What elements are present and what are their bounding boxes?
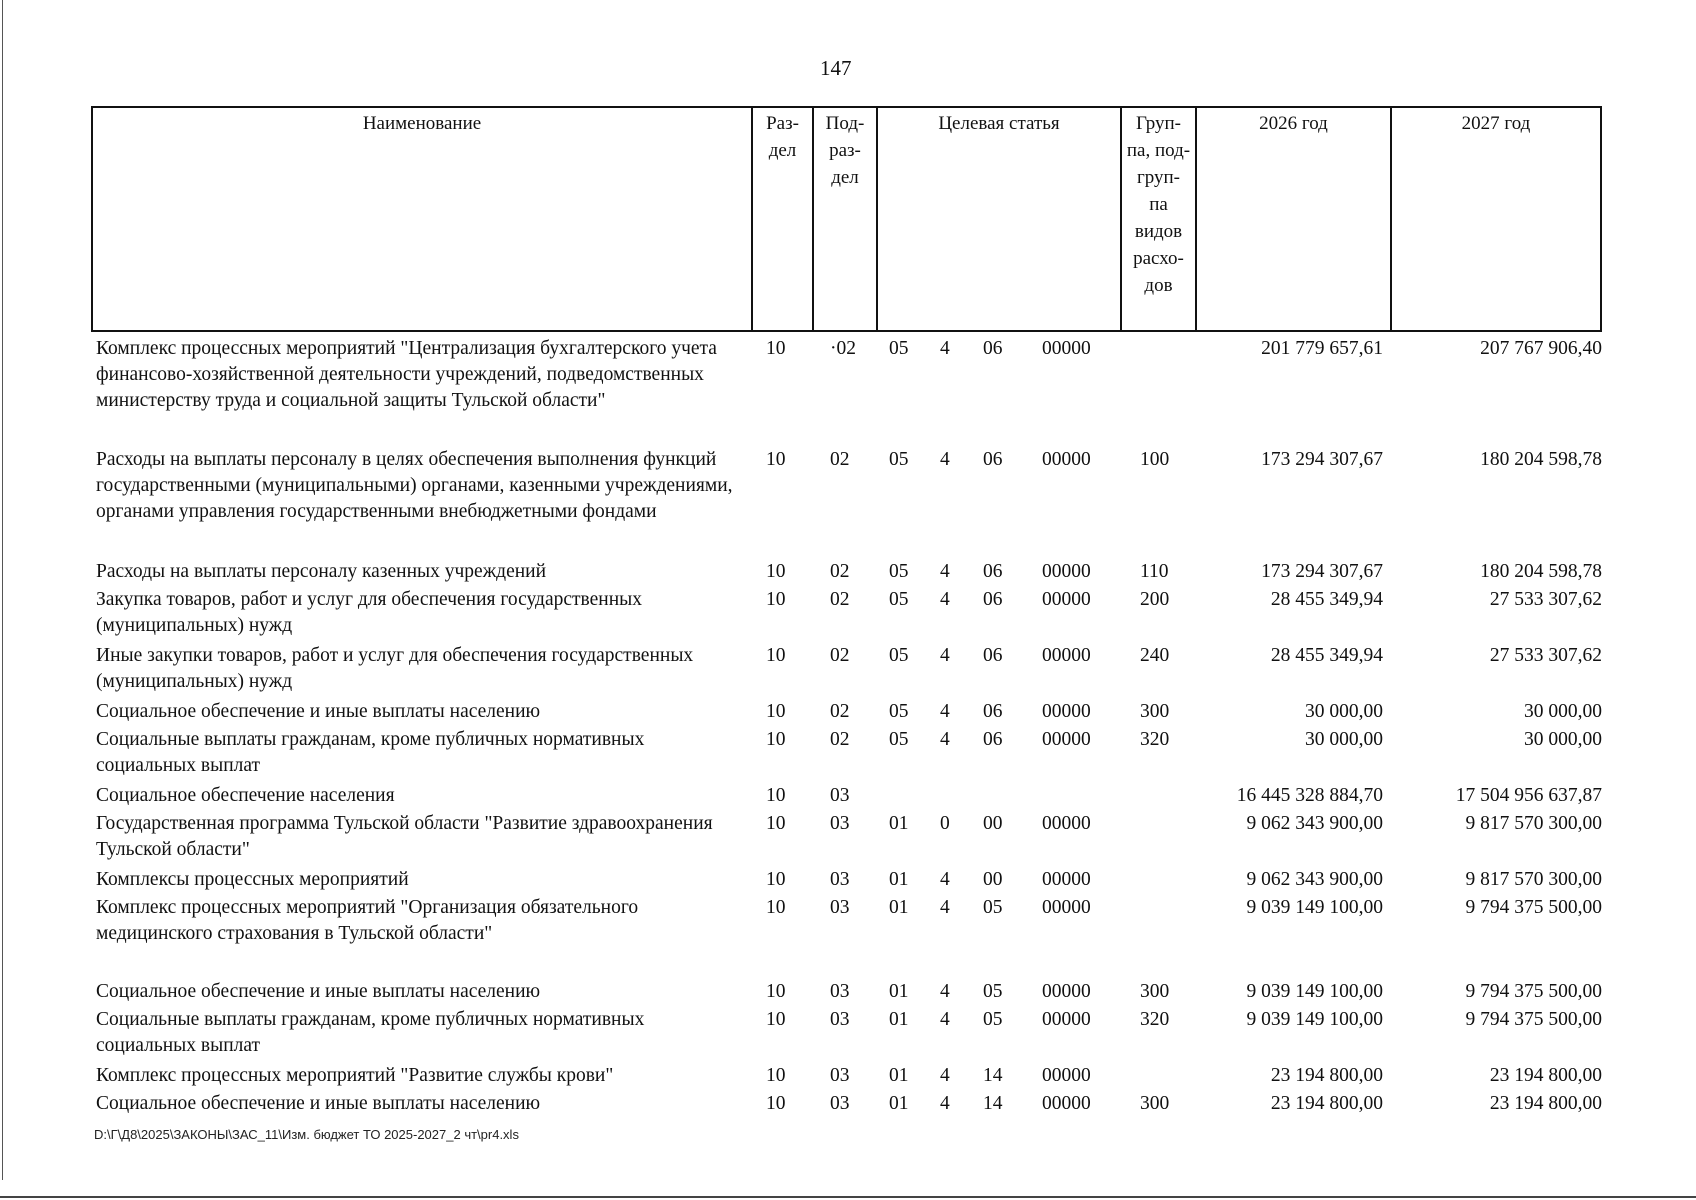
cell-t2: 0	[940, 813, 950, 834]
cell-name: Социальное обеспечение и иные выплаты населению	[96, 1093, 541, 1114]
cell-t3: 05	[983, 1009, 1003, 1030]
cell-vr: 300	[1140, 981, 1170, 1002]
cell-podrazdel: 02	[830, 589, 850, 610]
cell-podrazdel: 02	[830, 561, 850, 582]
cell-y27: 23 194 800,00	[1489, 1065, 1602, 1086]
cell-t2: 4	[940, 981, 950, 1002]
cell-y27: 207 767 906,40	[1480, 338, 1602, 359]
cell-t4: 00000	[1042, 701, 1091, 722]
cell-razdel: 10	[766, 589, 786, 610]
cell-y27: 9 817 570 300,00	[1465, 813, 1602, 834]
cell-t1: 01	[889, 1093, 909, 1114]
cell-t3: 06	[983, 729, 1003, 750]
cell-razdel: 10	[766, 1009, 786, 1030]
cell-y26: 30 000,00	[1305, 701, 1383, 722]
cell-name: Расходы на выплаты персоналу в целях обеспечения выполнения функций государственными (муниципальными) органами, казенными учреждениями, органами управления государственными внебюджетными фондами	[96, 449, 733, 522]
header-razdel: Раз- дел	[753, 108, 814, 330]
cell-razdel: 10	[766, 897, 786, 918]
cell-y26: 9 039 149 100,00	[1246, 897, 1383, 918]
cell-razdel: 10	[766, 449, 786, 470]
cell-t4: 00000	[1042, 1009, 1091, 1030]
cell-name: Комплексы процессных мероприятий	[96, 869, 409, 890]
cell-t4: 00000	[1042, 1065, 1091, 1086]
cell-y26: 173 294 307,67	[1261, 561, 1383, 582]
cell-podrazdel: 03	[830, 981, 850, 1002]
header-name-text: Наименование	[362, 113, 482, 134]
cell-t2: 4	[940, 338, 950, 359]
cell-name: Иные закупки товаров, работ и услуг для обеспечения государственных (муниципальных) нужд	[96, 645, 694, 692]
header-2027: 2027 год	[1461, 113, 1531, 134]
cell-t3: 06	[983, 701, 1003, 722]
cell-vr: 240	[1140, 645, 1170, 666]
cell-razdel: 10	[766, 981, 786, 1002]
cell-t2: 4	[940, 589, 950, 610]
cell-vr: 110	[1140, 561, 1169, 582]
cell-t3: 06	[983, 449, 1003, 470]
cell-t3: 00	[983, 813, 1003, 834]
cell-y27: 30 000,00	[1524, 701, 1602, 722]
cell-vr: 100	[1140, 449, 1170, 470]
cell-t1: 05	[889, 729, 909, 750]
cell-t3: 06	[983, 561, 1003, 582]
cell-razdel: 10	[766, 1065, 786, 1086]
cell-t4: 00000	[1042, 897, 1091, 918]
cell-t2: 4	[940, 869, 950, 890]
cell-t2: 4	[940, 1065, 950, 1086]
cell-razdel: 10	[766, 869, 786, 890]
cell-y26: 201 779 657,61	[1261, 338, 1383, 359]
cell-t4: 00000	[1042, 645, 1091, 666]
cell-podrazdel: 03	[830, 1065, 850, 1086]
cell-y27: 9 794 375 500,00	[1465, 1009, 1602, 1030]
cell-t4: 00000	[1042, 813, 1091, 834]
cell-name: Социальное обеспечение и иные выплаты населению	[96, 701, 541, 722]
cell-t2: 4	[940, 561, 950, 582]
cell-t2: 4	[940, 645, 950, 666]
cell-podrazdel: ·02	[830, 338, 856, 359]
header-name	[93, 108, 753, 330]
cell-t2: 4	[940, 1009, 950, 1030]
cell-podrazdel: 02	[830, 449, 850, 470]
cell-y26: 28 455 349,94	[1270, 645, 1383, 666]
cell-y27: 23 194 800,00	[1489, 1093, 1602, 1114]
header-vr: Груп- па, под- груп- па видов расхо- дов	[1122, 108, 1197, 330]
cell-name: Закупка товаров, работ и услуг для обеспечения государственных (муниципальных) нужд	[96, 589, 643, 636]
cell-t4: 00000	[1042, 561, 1091, 582]
cell-name: Комплекс процессных мероприятий "Организация обязательного медицинского страхования в Тульской области"	[96, 897, 639, 944]
cell-y26: 30 000,00	[1305, 729, 1383, 750]
cell-y26: 28 455 349,94	[1270, 589, 1383, 610]
cell-podrazdel: 03	[830, 813, 850, 834]
header-target: Целевая статья	[878, 108, 1122, 330]
cell-y26: 9 039 149 100,00	[1246, 981, 1383, 1002]
cell-y26: 173 294 307,67	[1261, 449, 1383, 470]
cell-name: Социальные выплаты гражданам, кроме публичных нормативных социальных выплат	[96, 1009, 645, 1056]
cell-y27: 180 204 598,78	[1480, 449, 1602, 470]
cell-t1: 05	[889, 449, 909, 470]
cell-y26: 23 194 800,00	[1270, 1093, 1383, 1114]
cell-t2: 4	[940, 729, 950, 750]
cell-name: Социальное обеспечение и иные выплаты населению	[96, 981, 541, 1002]
cell-t2: 4	[940, 701, 950, 722]
header-2026: 2026 год	[1197, 108, 1392, 330]
cell-t1: 05	[889, 701, 909, 722]
cell-t4: 00000	[1042, 729, 1091, 750]
cell-t1: 05	[889, 561, 909, 582]
cell-t4: 00000	[1042, 338, 1091, 359]
cell-t1: 01	[889, 897, 909, 918]
cell-razdel: 10	[766, 729, 786, 750]
cell-name: Социальное обеспечение населения	[96, 785, 395, 806]
cell-t1: 01	[889, 1009, 909, 1030]
cell-y27: 9 817 570 300,00	[1465, 869, 1602, 890]
cell-t3: 05	[983, 981, 1003, 1002]
cell-podrazdel: 03	[830, 1009, 850, 1030]
cell-y27: 27 533 307,62	[1489, 589, 1602, 610]
cell-t1: 01	[889, 981, 909, 1002]
cell-podrazdel: 02	[830, 701, 850, 722]
cell-t3: 06	[983, 645, 1003, 666]
cell-podrazdel: 03	[830, 1093, 850, 1114]
cell-y27: 9 794 375 500,00	[1465, 897, 1602, 918]
cell-t4: 00000	[1042, 589, 1091, 610]
cell-y27: 9 794 375 500,00	[1465, 981, 1602, 1002]
cell-y27: 30 000,00	[1524, 729, 1602, 750]
cell-y27: 180 204 598,78	[1480, 561, 1602, 582]
cell-vr: 320	[1140, 1009, 1170, 1030]
cell-t3: 05	[983, 897, 1003, 918]
cell-t3: 06	[983, 338, 1003, 359]
cell-vr: 300	[1140, 701, 1170, 722]
cell-name: Расходы на выплаты персоналу казенных учреждений	[96, 561, 547, 582]
cell-y26: 9 062 343 900,00	[1246, 813, 1383, 834]
cell-razdel: 10	[766, 1093, 786, 1114]
cell-vr: 300	[1140, 1093, 1170, 1114]
cell-podrazdel: 02	[830, 729, 850, 750]
cell-y26: 9 062 343 900,00	[1246, 869, 1383, 890]
cell-razdel: 10	[766, 561, 786, 582]
cell-t1: 01	[889, 813, 909, 834]
cell-podrazdel: 03	[830, 869, 850, 890]
cell-name: Социальные выплаты гражданам, кроме публичных нормативных социальных выплат	[96, 729, 645, 776]
cell-podrazdel: 02	[830, 645, 850, 666]
cell-t3: 00	[983, 869, 1003, 890]
page-number: 147	[820, 56, 852, 80]
scan-edge-bottom	[0, 1196, 1696, 1198]
cell-y26: 23 194 800,00	[1270, 1065, 1383, 1086]
table-header	[91, 106, 1602, 332]
cell-y26: 9 039 149 100,00	[1246, 1009, 1383, 1030]
cell-podrazdel: 03	[830, 785, 850, 806]
cell-t2: 4	[940, 1093, 950, 1114]
cell-name: Комплекс процессных мероприятий "Развитие службы крови"	[96, 1065, 614, 1086]
cell-razdel: 10	[766, 645, 786, 666]
cell-t1: 05	[889, 338, 909, 359]
scan-edge-left	[2, 0, 3, 1180]
cell-vr: 320	[1140, 729, 1170, 750]
cell-t1: 05	[889, 645, 909, 666]
cell-y27: 17 504 956 637,87	[1455, 785, 1602, 806]
cell-razdel: 10	[766, 701, 786, 722]
cell-podrazdel: 03	[830, 897, 850, 918]
cell-name: Комплекс процессных мероприятий "Централизация бухгалтерского учета финансово-хозяйственной деятельности учреждений, подведомственных министерству труда и социальной защиты Тульской области"	[96, 338, 717, 411]
cell-t4: 00000	[1042, 1093, 1091, 1114]
cell-razdel: 10	[766, 785, 786, 806]
cell-t2: 4	[940, 897, 950, 918]
cell-t3: 06	[983, 589, 1003, 610]
cell-t1: 01	[889, 869, 909, 890]
footer-file-path: D:\Г\Д8\2025\ЗАКОНЫ\ЗАС_11\Изм. бюджет ТО 2025-2027_2 чт\pr4.xls	[94, 1127, 519, 1142]
cell-t4: 00000	[1042, 869, 1091, 890]
cell-t1: 01	[889, 1065, 909, 1086]
cell-vr: 200	[1140, 589, 1170, 610]
cell-t1: 05	[889, 589, 909, 610]
cell-t4: 00000	[1042, 449, 1091, 470]
header-podrazdel: Под- раз- дел	[814, 108, 878, 330]
cell-razdel: 10	[766, 338, 786, 359]
cell-t4: 00000	[1042, 981, 1091, 1002]
cell-y26: 16 445 328 884,70	[1236, 785, 1383, 806]
cell-t3: 14	[983, 1065, 1003, 1086]
cell-t2: 4	[940, 449, 950, 470]
cell-t3: 14	[983, 1093, 1003, 1114]
cell-name: Государственная программа Тульской области "Развитие здравоохранения Тульской области"	[96, 813, 713, 860]
cell-razdel: 10	[766, 813, 786, 834]
cell-y27: 27 533 307,62	[1489, 645, 1602, 666]
